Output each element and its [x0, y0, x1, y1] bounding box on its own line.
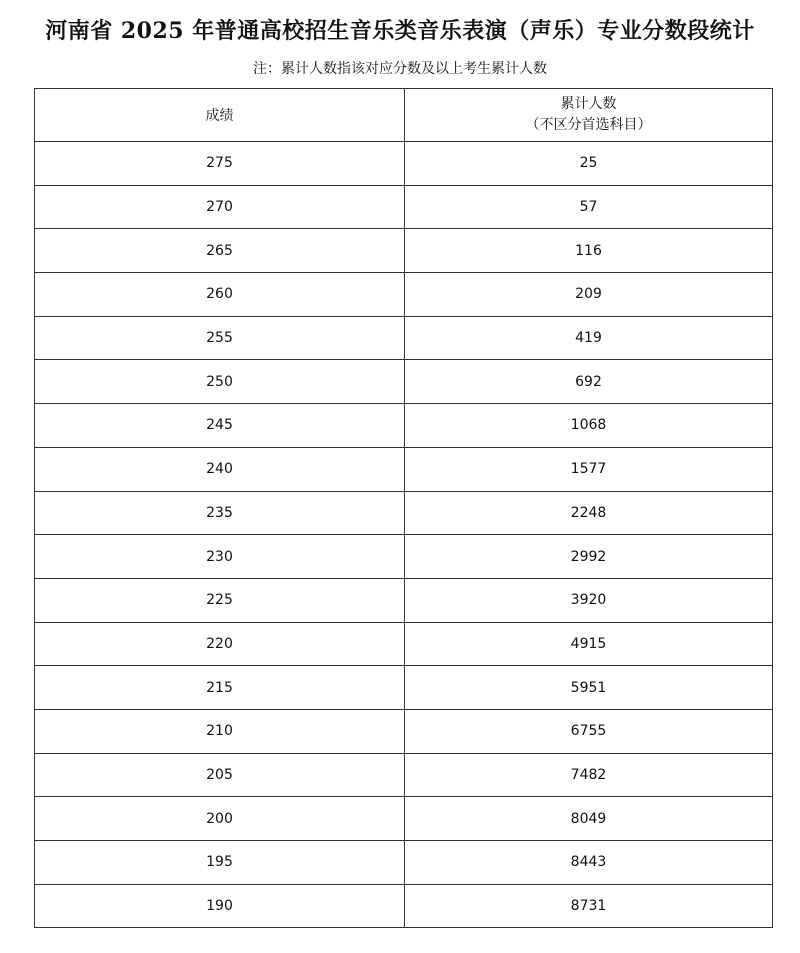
score-cell: 275 [35, 142, 405, 186]
score-cell: 250 [35, 360, 405, 404]
table-row [35, 185, 773, 229]
score-cell: 220 [35, 622, 405, 666]
count-cell: 2992 [405, 535, 773, 579]
table-row [35, 841, 773, 885]
header-score: 成绩 [35, 89, 405, 142]
header-cumulative-count [405, 89, 773, 142]
header-count-line2: （不区分首选科目） [525, 117, 652, 133]
count-cell: 209 [405, 273, 773, 317]
score-cell: 200 [35, 797, 405, 841]
count-cell: 692 [405, 360, 773, 404]
score-cell: 205 [35, 753, 405, 797]
table-header-row [35, 89, 773, 142]
score-cell: 245 [35, 404, 405, 448]
count-cell: 1068 [405, 404, 773, 448]
table-row [35, 360, 773, 404]
table-row [35, 797, 773, 841]
count-cell: 25 [405, 142, 773, 186]
count-cell: 6755 [405, 709, 773, 753]
table-row [35, 447, 773, 491]
table-row [35, 142, 773, 186]
count-cell: 419 [405, 316, 773, 360]
table-row [35, 229, 773, 273]
count-cell: 8443 [405, 841, 773, 885]
count-cell: 57 [405, 185, 773, 229]
score-cell: 225 [35, 578, 405, 622]
count-cell: 5951 [405, 666, 773, 710]
score-cell: 255 [35, 316, 405, 360]
header-count-line1: 累计人数 [560, 96, 617, 112]
score-distribution-table [34, 88, 773, 928]
score-cell: 210 [35, 709, 405, 753]
score-cell: 215 [35, 666, 405, 710]
table-row [35, 578, 773, 622]
score-cell: 235 [35, 491, 405, 535]
score-cell: 230 [35, 535, 405, 579]
count-cell: 1577 [405, 447, 773, 491]
score-cell: 260 [35, 273, 405, 317]
table-row [35, 709, 773, 753]
count-cell: 4915 [405, 622, 773, 666]
table-row [35, 404, 773, 448]
page-title: 河南省 2025 年普通高校招生音乐类音乐表演（声乐）专业分数段统计 [45, 18, 755, 44]
table-row [35, 622, 773, 666]
score-cell: 265 [35, 229, 405, 273]
score-cell: 190 [35, 884, 405, 928]
table-row [35, 535, 773, 579]
table-row [35, 273, 773, 317]
count-cell: 3920 [405, 578, 773, 622]
table-row [35, 753, 773, 797]
count-cell: 2248 [405, 491, 773, 535]
table-row [35, 316, 773, 360]
count-cell: 8049 [405, 797, 773, 841]
score-cell: 195 [35, 841, 405, 885]
count-cell: 116 [405, 229, 773, 273]
count-cell: 7482 [405, 753, 773, 797]
score-cell: 270 [35, 185, 405, 229]
table-row [35, 666, 773, 710]
table-row [35, 491, 773, 535]
score-cell: 240 [35, 447, 405, 491]
table-note: 注：累计人数指该对应分数及以上考生累计人数 [253, 61, 547, 77]
table-row [35, 884, 773, 928]
count-cell: 8731 [405, 884, 773, 928]
